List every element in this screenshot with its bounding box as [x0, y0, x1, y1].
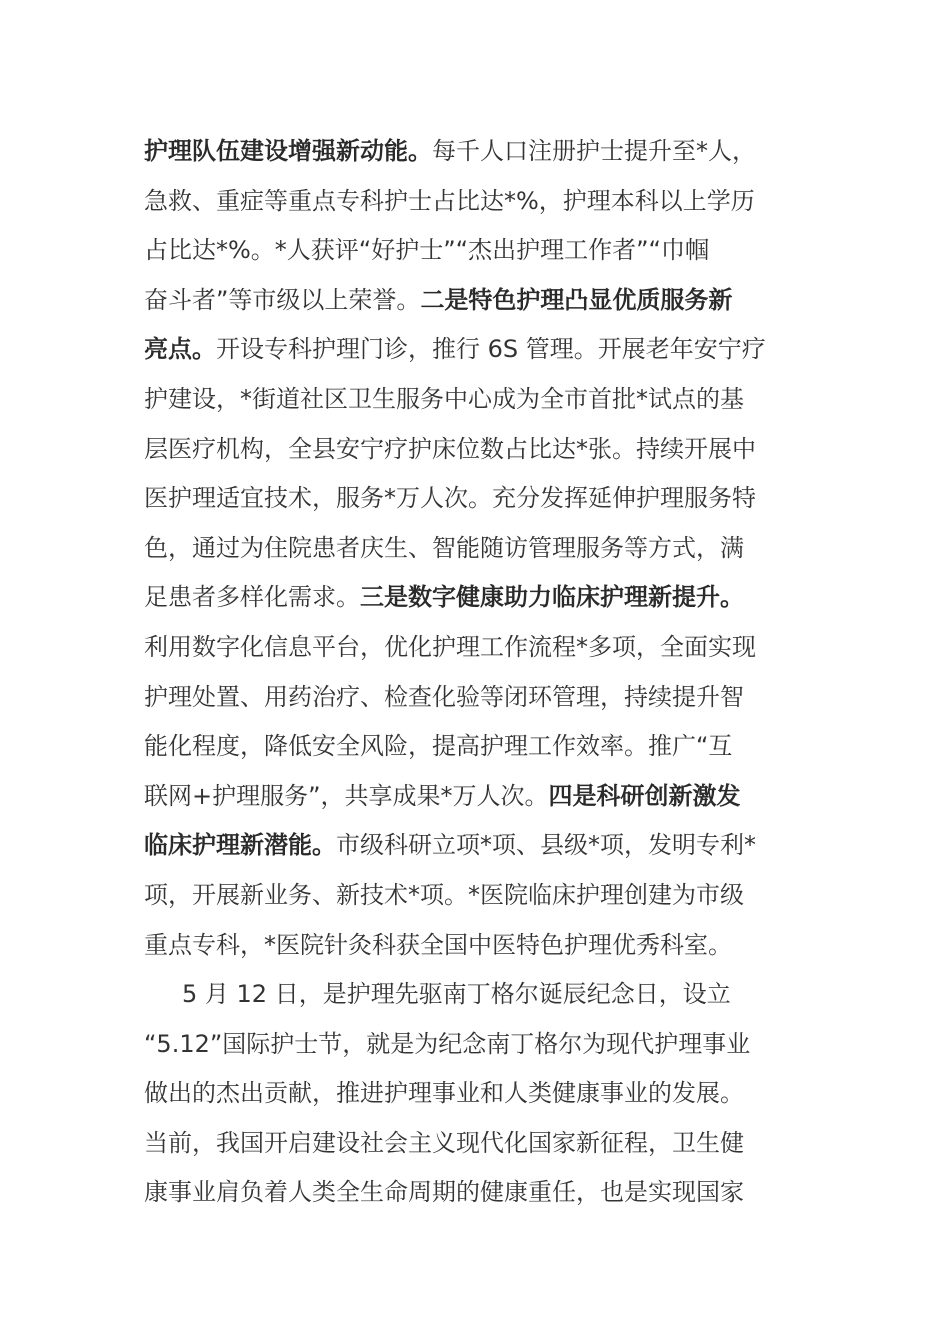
text-line: [144, 1020, 814, 1070]
text-line: [144, 425, 814, 475]
text-segment: 医护理适宜技术，服务*万人次。充分发挥延伸护理服务特: [144, 484, 756, 513]
text-segment: 开设专科护理门诊，推行 6S 管理。开展老年安宁疗: [216, 335, 766, 364]
text-segment: 急救、重症等重点专科护士占比达*%，护理本科以上学历: [144, 186, 755, 215]
text-line: [144, 325, 814, 375]
text-segment: 护理处置、用药治疗、检查化验等闭环管理，持续提升智: [144, 682, 744, 711]
text-line: [144, 722, 814, 772]
body-text: [144, 127, 814, 1218]
text-line: [144, 127, 814, 177]
text-segment: 5 月 12 日，是护理先驱南丁格尔诞辰纪念日，设立: [182, 980, 731, 1009]
text-segment: 利用数字化信息平台，优化护理工作流程*多项，全面实现: [144, 632, 756, 661]
text-line: [144, 673, 814, 723]
text-line: [144, 474, 814, 524]
text-segment: 每千人口注册护士提升至*人，: [432, 137, 756, 165]
text-segment: 护建设，*街道社区卫生服务中心成为全市首批*试点的基: [144, 384, 744, 413]
text-line: [144, 623, 814, 673]
text-line: [144, 871, 814, 921]
text-line: [144, 226, 814, 276]
bold-heading-text: 二是特色护理凸显优质服务新: [420, 285, 733, 314]
text-segment: “5.12”国际护士节，就是为纪念南丁格尔为现代护理事业: [144, 1029, 751, 1058]
text-line: [144, 772, 814, 822]
text-segment: 当前，我国开启建设社会主义现代化国家新征程，卫生健: [144, 1128, 744, 1157]
text-segment: 色，通过为住院患者庆生、智能随访管理服务等方式，满: [144, 533, 744, 562]
text-segment: 重点专科，*医院针灸科获全国中医特色护理优秀科室。: [144, 930, 732, 959]
text-segment: 奋斗者”等市级以上荣誉。: [144, 285, 421, 314]
text-segment: 市级科研立项*项、县级*项，发明专利*: [336, 831, 756, 860]
text-line: [144, 276, 814, 326]
bold-heading-text: 四是科研创新激发: [548, 781, 741, 810]
text-line: [144, 177, 814, 227]
text-line: [144, 821, 814, 871]
paragraph-start-line: [144, 970, 814, 1020]
text-segment: 做出的杰出贡献，推进护理事业和人类健康事业的发展。: [144, 1079, 744, 1108]
text-line: [144, 375, 814, 425]
text-segment: 层医疗机构，全县安宁疗护床位数占比达*张。持续开展中: [144, 434, 756, 463]
text-line: [144, 1168, 814, 1218]
text-segment: 占比达*%。*人获评“好护士”“杰出护理工作者”“巾帼: [144, 236, 709, 265]
text-segment: 康事业肩负着人类全生命周期的健康重任，也是实现国家: [144, 1178, 744, 1207]
bold-heading-text: 亮点。: [144, 335, 216, 364]
text-line: [144, 921, 814, 971]
bold-heading-text: 三是数字健康助力临床护理新提升。: [360, 583, 744, 612]
text-line: [144, 1069, 814, 1119]
text-segment: 联网+护理服务”，共享成果*万人次。: [144, 781, 549, 810]
text-line: [144, 524, 814, 574]
text-line: [144, 1119, 814, 1169]
text-line: [144, 573, 814, 623]
text-segment: 足患者多样化需求。: [144, 583, 360, 612]
text-segment: 能化程度，降低安全风险，提高护理工作效率。推广“互: [144, 732, 733, 761]
text-segment: 项，开展新业务、新技术*项。*医院临床护理创建为市级: [144, 880, 744, 909]
bold-heading-text: 护理队伍建设增强新动能。: [144, 137, 432, 165]
bold-heading-text: 临床护理新潜能。: [144, 831, 336, 860]
